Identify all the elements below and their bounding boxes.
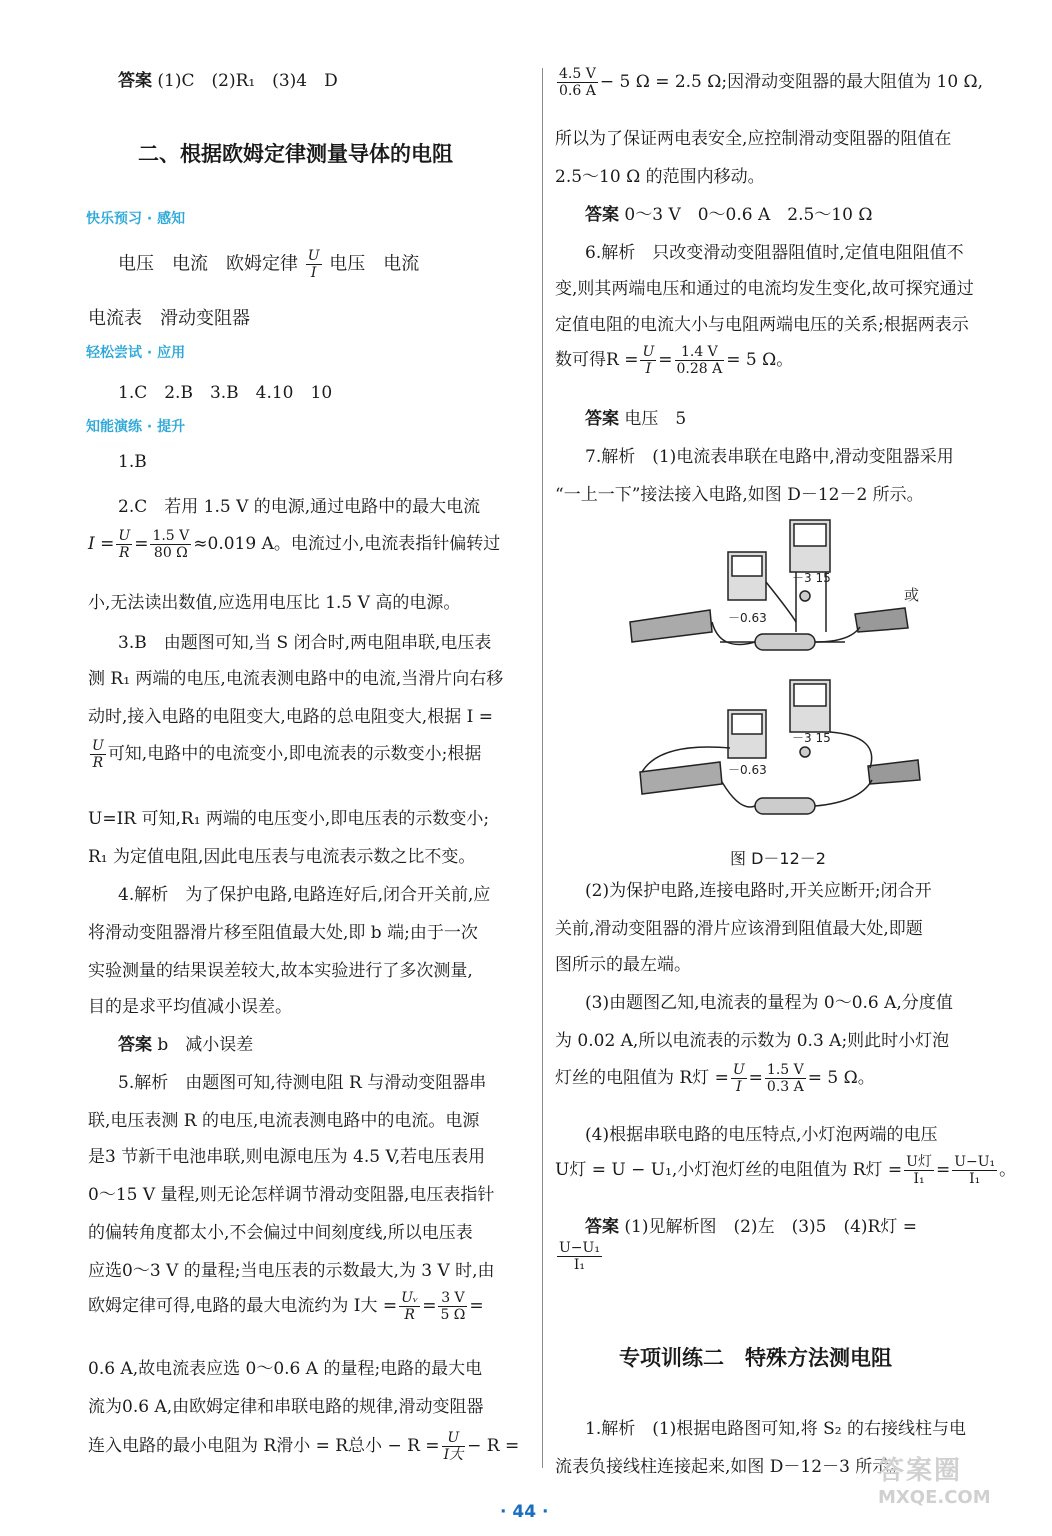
- right-line-7: 定值电阻的电流大小与电阻两端电压的关系;根据两表示: [555, 315, 969, 335]
- battery-2: [755, 798, 815, 814]
- page-number: · 44 ·: [500, 1502, 549, 1522]
- section-title-2: 专项训练二 特殊方法测电阻: [619, 1346, 892, 1370]
- right-line-22: 1.解析 (1)根据电路图可知,将 S₂ 的右接线柱与电: [585, 1419, 966, 1439]
- answer-line: [88, 66, 338, 91]
- practice-5c: 是3 节新干电池串联,则电源电压为 4.5 V,若电压表用: [88, 1147, 486, 1167]
- right-line-1: $\frac{4.5 V}{0.6 A}$ − 5 Ω = 2.5 Ω;因滑动变阻器的最大阻值为 10 Ω,: [559, 66, 984, 99]
- right-line-11: “一上一下”接法接入电路,如图 D－12－2 所示。: [555, 485, 924, 505]
- fig-label-4: －3 15: [792, 731, 831, 745]
- preview-line-2: 电流表 滑动变阻器: [88, 308, 250, 329]
- figure-caption: 图 D－12－2: [730, 849, 826, 868]
- practice-3e: U=IR 可知,R₁ 两端的电压变小,即电压表的示数变小;: [88, 809, 490, 829]
- column-divider: [542, 68, 543, 1468]
- practice-5g: 欧姆定律可得,电路的最大电流约为 I大 = $\frac{\text{Uᵥ}}{R}$ = $\frac{3 V}{5 \Omega}$ =: [88, 1290, 484, 1323]
- right-line-12: (2)为保护电路,连接电路时,开关应断开;闭合开: [585, 881, 932, 901]
- practice-5d: 0～15 V 量程,则无论怎样调节滑动变阻器,电压表指针: [88, 1185, 495, 1205]
- practice-4a: 4.解析 为了保护电路,电路连好后,闭合开关前,应: [118, 885, 491, 905]
- answer-label: 答案: [118, 71, 152, 91]
- switch-2: [868, 760, 920, 784]
- right-line-6: 变,则其两端电压和通过的电流均发生变化,故可探究通过: [555, 279, 974, 299]
- practice-3c: 动时,接入电路的电阻变大,电路的总电阻变大,根据 I =: [88, 707, 493, 727]
- practice-5a: 5.解析 由题图可知,待测电阻 R 与滑动变阻器串: [118, 1073, 487, 1093]
- practice-5f: 应选0～3 V 的量程;当电压表的示数最大,为 3 V 时,由: [88, 1261, 495, 1281]
- right-line-19: U灯 = U − U₁,小灯泡灯丝的电阻值为 R灯 = $\frac{\text{U灯}}{\text{I₁}}$ = $\frac{\text{U−U₁}}{\text{I₁}}$ 。: [555, 1154, 1017, 1187]
- switch-1: [855, 608, 908, 632]
- practice-3d: $\frac{U}{R}$ 可知,电路中的电流变小,即电流表的示数变小;根据: [92, 738, 482, 771]
- answer-5: 答案 0～3 V 0～0.6 A 2.5～10 Ω: [585, 205, 873, 225]
- practice-5e: 的偏转角度都太小,不会偏过中间刻度线,所以电压表: [88, 1223, 473, 1243]
- section-heading-practice: 知能演练 · 提升: [86, 419, 186, 435]
- practice-2c: 小,无法读出数值,应选用电压比 1.5 V 高的电源。: [88, 593, 461, 613]
- battery-1: [755, 634, 815, 650]
- section-heading-preview: 快乐预习 · 感知: [86, 211, 186, 227]
- practice-3a: 3.B 由题图可知,当 S 闭合时,两电阻串联,电压表: [118, 633, 492, 653]
- section-heading-try: 轻松尝试 · 应用: [86, 345, 186, 361]
- practice-4c: 实验测量的结果误差较大,故本实验进行了多次测量,: [88, 961, 473, 981]
- circuit-diagram: [620, 512, 940, 832]
- right-line-10: 7.解析 (1)电流表串联在电路中,滑动变阻器采用: [585, 447, 954, 467]
- right-line-14: 图所示的最左端。: [555, 955, 691, 975]
- bulb-2: [800, 747, 810, 757]
- rheostat-1: [630, 610, 712, 642]
- right-line-5: 6.解析 只改变滑动变阻器阻值时,定值电阻阻值不: [585, 243, 964, 263]
- right-line-13: 关前,滑动变阻器的滑片应该滑到阻值最大处,即题: [555, 919, 923, 939]
- right-line-3: 2.5～10 Ω 的范围内移动。: [555, 167, 765, 187]
- practice-3b: 测 R₁ 两端的电压,电流表测电路中的电流,当滑片向右移: [88, 669, 504, 689]
- watermark-logo: 答案圈 MXQE.COM: [878, 1456, 991, 1508]
- try-answers: 1.C 2.B 3.B 4.10 10: [118, 383, 333, 403]
- rheostat-2: [640, 762, 722, 794]
- practice-2b: I = $\frac{U}{R}$ = $\frac{1.5 V}{80 \Omega}$ ≈0.019 A。电流过小,电流表指针偏转过: [88, 528, 501, 561]
- right-line-8: 数可得R = $\frac{U}{I}$ = $\frac{1.4 V}{0.28 A}$ = 5 Ω。: [555, 344, 794, 377]
- practice-5j: 连入电路的最小电阻为 R滑小 = R总小 − R = $\frac{U}{\text{I大}}$ − R =: [88, 1430, 520, 1463]
- practice-4-answer: 答案 b 减小误差: [118, 1035, 254, 1055]
- circuit-figure: [620, 512, 940, 832]
- answer-7-frac: $\frac{\text{U−U₁}}{\text{I₁}}$: [559, 1240, 600, 1273]
- practice-5b: 联,电压表测 R 的电压,电流表测电路中的电流。电源: [88, 1111, 480, 1131]
- fig-or: 或: [904, 586, 920, 604]
- right-line-15: (3)由题图乙知,电流表的量程为 0～0.6 A,分度值: [585, 993, 953, 1013]
- practice-5h: 0.6 A,故电流表应选 0～0.6 A 的量程;电路的最大电: [88, 1359, 483, 1379]
- bulb-1: [800, 591, 810, 601]
- practice-3f: R₁ 为定值电阻,因此电压表与电流表示数之比不变。: [88, 847, 476, 867]
- right-line-2: 所以为了保证两电表安全,应控制滑动变阻器的阻值在: [555, 129, 952, 149]
- preview-line-1: 电压 电流 欧姆定律 $\frac{U}{I}$ 电压 电流: [118, 248, 420, 281]
- answer-text: (1)C (2)R₁ (3)4 D: [152, 71, 338, 91]
- practice-4d: 目的是求平均值减小误差。: [88, 997, 292, 1017]
- right-line-18: (4)根据串联电路的电压特点,小灯泡两端的电压: [585, 1125, 938, 1145]
- right-line-23: 流表负接线柱连接起来,如图 D－12－3 所示。: [555, 1457, 907, 1477]
- fig-label-3: －0.63: [728, 763, 767, 777]
- practice-1: 1.B: [118, 452, 147, 472]
- answer-7: 答案 (1)见解析图 (2)左 (3)5 (4)R灯 =: [585, 1217, 917, 1237]
- fig-label-1: －0.63: [728, 611, 767, 625]
- practice-5i: 流为0.6 A,由欧姆定律和串联电路的规律,滑动变阻器: [88, 1397, 484, 1417]
- practice-2a: 2.C 若用 1.5 V 的电源,通过电路中的最大电流: [118, 497, 481, 517]
- section-title: 二、根据欧姆定律测量导体的电阻: [138, 142, 453, 166]
- right-line-16: 为 0.02 A,所以电流表的示数为 0.3 A;则此时小灯泡: [555, 1031, 950, 1051]
- fig-label-2: －3 15: [792, 571, 831, 585]
- answer-6: 答案 电压 5: [585, 409, 687, 429]
- practice-4b: 将滑动变阻器滑片移至阻值最大处,即 b 端;由于一次: [88, 923, 478, 943]
- right-line-17: 灯丝的电阻值为 R灯 = $\frac{U}{I}$ = $\frac{1.5 V}{0.3 A}$ = 5 Ω。: [555, 1062, 875, 1095]
